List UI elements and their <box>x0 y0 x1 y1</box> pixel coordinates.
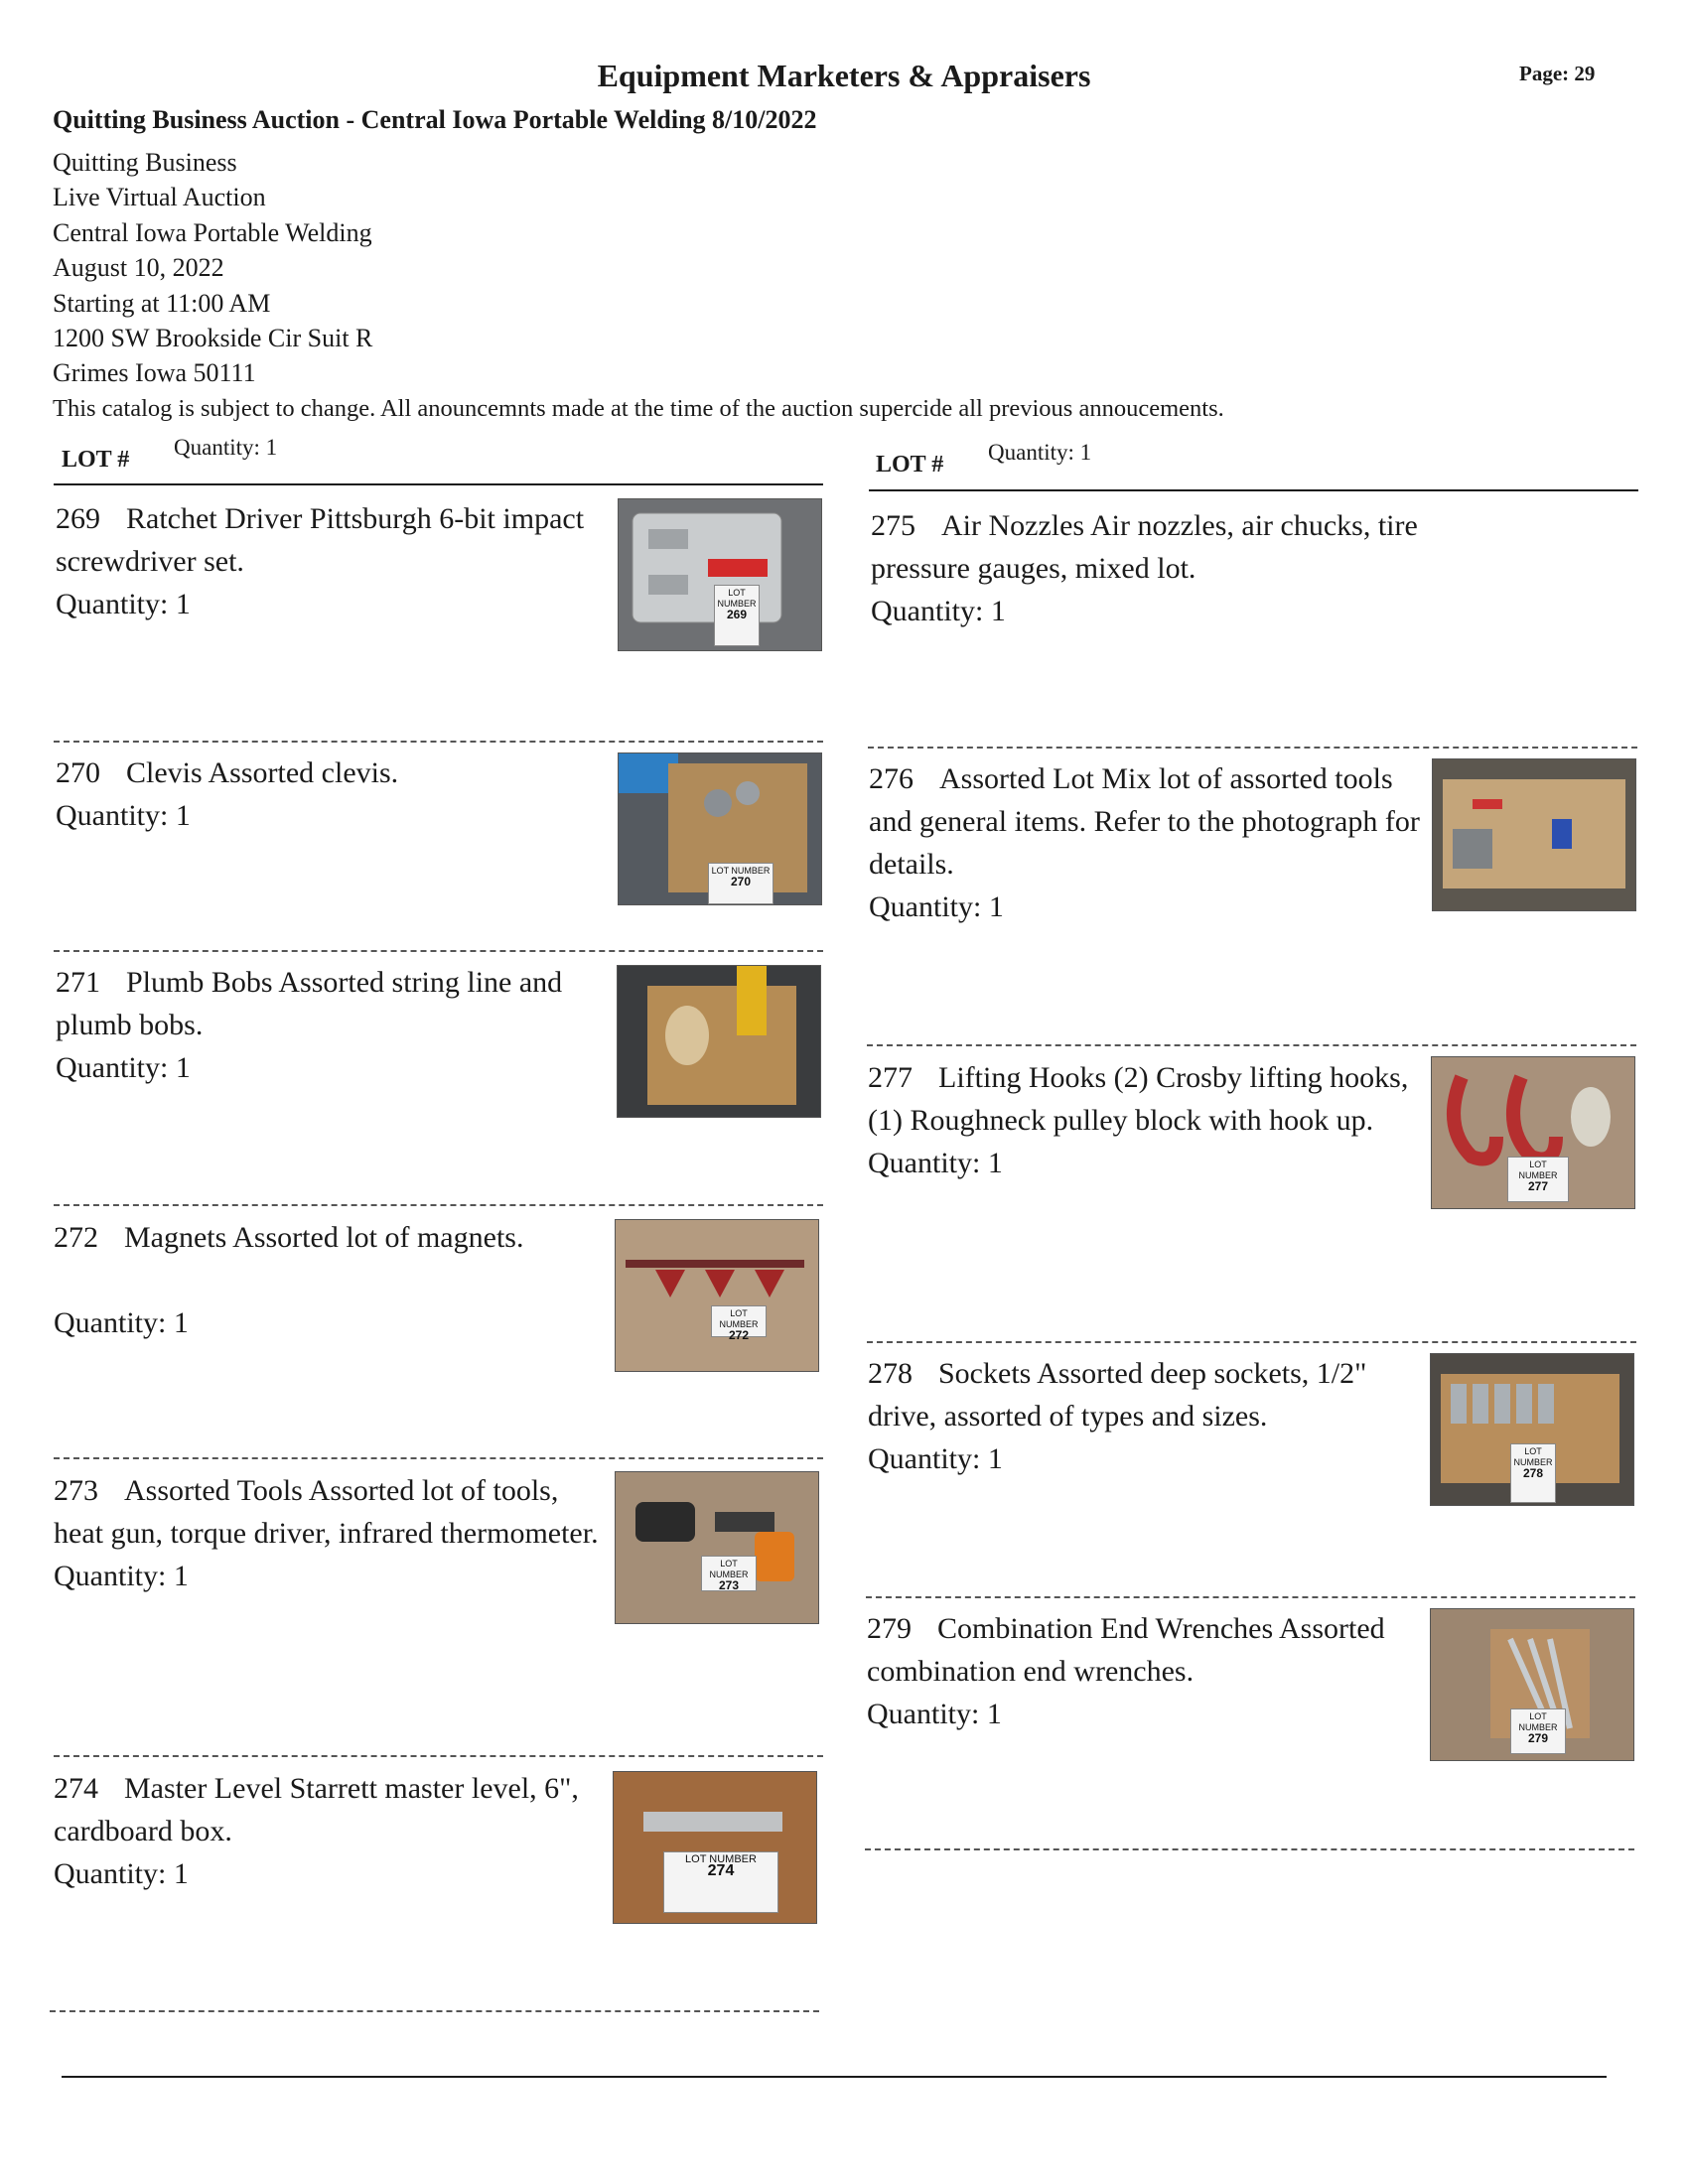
assorted-tools-image <box>616 1472 818 1623</box>
lot-number: 270 <box>56 756 100 789</box>
lot-divider <box>868 747 1637 749</box>
lot-photo-278 <box>1430 1353 1634 1506</box>
info-line: Central Iowa Portable Welding <box>53 217 372 247</box>
lot-photo-273 <box>615 1471 819 1624</box>
auction-info <box>53 145 372 391</box>
lot-photo-272 <box>615 1219 819 1372</box>
lot-quantity: Quantity: 1 <box>868 1442 1003 1475</box>
lot-divider <box>865 1848 1634 1850</box>
lot-entry <box>867 1607 1423 1735</box>
lot-quantity: Quantity: 1 <box>54 1306 189 1339</box>
page-number: Page: 29 <box>1519 62 1596 85</box>
lot-quantity: Quantity: 1 <box>54 1857 189 1890</box>
lot-tag: LOT NUMBER 277 <box>1507 1157 1569 1202</box>
left-lot-header: LOT # <box>62 447 130 473</box>
lot-number: 275 <box>871 509 915 542</box>
lot-description: Sockets Assorted deep sockets, 1/2" drive, assorted of types and sizes. <box>868 1357 1367 1433</box>
lot-divider <box>54 1457 823 1459</box>
lot-photo-274 <box>613 1771 817 1924</box>
lot-divider <box>54 1204 823 1206</box>
plumb-bobs-image <box>618 966 820 1117</box>
lot-quantity: Quantity: 1 <box>871 595 1006 627</box>
lot-number: 269 <box>56 502 100 535</box>
lot-entry <box>54 1216 610 1344</box>
lot-number: 274 <box>54 1772 98 1805</box>
left-header-rule <box>54 483 823 485</box>
catalog-notice: This catalog is subject to change. All anouncemnts made at the time of the auction supercide all previous annoucements. <box>53 395 1224 422</box>
lot-tag: LOT NUMBER 279 <box>1510 1708 1566 1754</box>
lot-divider <box>867 1044 1636 1046</box>
lot-quantity: Quantity: 1 <box>868 1147 1003 1179</box>
lot-quantity: Quantity: 1 <box>56 799 191 832</box>
lot-number: 278 <box>868 1357 913 1390</box>
info-line: Starting at 11:00 AM <box>53 288 271 318</box>
lot-quantity: Quantity: 1 <box>869 890 1004 923</box>
right-lot-header: LOT # <box>876 452 944 478</box>
lot-description: Air Nozzles Air nozzles, air chucks, tire pressure gauges, mixed lot. <box>871 509 1418 585</box>
lot-description: Lifting Hooks (2) Crosby lifting hooks, (1) Roughneck pulley block with hook up. <box>868 1061 1409 1137</box>
lot-description: Ratchet Driver Pittsburgh 6-bit impact screwdriver set. <box>56 502 585 578</box>
assorted-lot-image <box>1433 759 1635 910</box>
lot-description: Plumb Bobs Assorted string line and plumb bobs. <box>56 966 563 1041</box>
lot-description: Assorted Tools Assorted lot of tools, heat gun, torque driver, infrared thermometer. <box>54 1474 599 1550</box>
lot-entry <box>56 751 612 837</box>
lot-number: 272 <box>54 1221 98 1254</box>
magnets-image <box>616 1220 818 1371</box>
lot-photo-276 <box>1432 758 1636 911</box>
lot-number: 276 <box>869 762 914 795</box>
lot-number: 277 <box>868 1061 913 1094</box>
lot-tag: LOT NUMBER 274 <box>663 1851 778 1913</box>
info-line: Live Virtual Auction <box>53 183 266 212</box>
lot-divider <box>54 741 823 743</box>
document-title: Equipment Marketers & Appraisers <box>597 58 1091 93</box>
lot-entry <box>54 1469 610 1597</box>
lot-tag: LOT NUMBER 269 <box>714 585 760 646</box>
lot-divider <box>50 2010 819 2012</box>
lot-description: Magnets Assorted lot of magnets. <box>124 1221 524 1254</box>
lot-description: Assorted Lot Mix lot of assorted tools and general items. Refer to the photograph for details. <box>869 762 1420 881</box>
lot-divider <box>866 1596 1635 1598</box>
lot-number: 273 <box>54 1474 98 1507</box>
lot-photo-269 <box>618 498 822 651</box>
lot-number: 271 <box>56 966 100 999</box>
lot-entry <box>868 1352 1424 1480</box>
lot-photo-271 <box>617 965 821 1118</box>
lot-quantity: Quantity: 1 <box>867 1698 1002 1730</box>
lot-quantity: Quantity: 1 <box>54 1560 189 1592</box>
lot-photo-279 <box>1430 1608 1634 1761</box>
lot-description: Master Level Starrett master level, 6", cardboard box. <box>54 1772 579 1847</box>
lot-divider <box>867 1341 1636 1343</box>
info-line: Quitting Business <box>53 148 237 177</box>
info-line: 1200 SW Brookside Cir Suit R <box>53 324 373 353</box>
lot-entry <box>56 497 612 625</box>
lot-entry <box>871 504 1427 632</box>
lot-quantity: Quantity: 1 <box>56 1051 191 1084</box>
info-line: Grimes Iowa 50111 <box>53 358 256 388</box>
right-header-rule <box>869 489 1638 491</box>
lot-number: 279 <box>867 1612 912 1645</box>
lot-entry <box>54 1767 610 1895</box>
right-qty-header: Quantity: 1 <box>988 440 1092 465</box>
left-qty-header: Quantity: 1 <box>174 435 278 460</box>
auction-subtitle: Quitting Business Auction - Central Iowa Portable Welding 8/10/2022 <box>53 105 817 134</box>
lot-divider <box>54 950 823 952</box>
lot-entry <box>56 961 612 1089</box>
lot-quantity: Quantity: 1 <box>56 588 191 620</box>
lot-photo-270 <box>618 752 822 905</box>
lot-photo-277 <box>1431 1056 1635 1209</box>
lot-tag: LOT NUMBER 278 <box>1510 1443 1556 1503</box>
footer-rule <box>62 2076 1607 2078</box>
lot-tag: LOT NUMBER 270 <box>708 863 774 904</box>
lot-description: Clevis Assorted clevis. <box>126 756 399 789</box>
lot-tag: LOT NUMBER 273 <box>701 1556 757 1591</box>
info-line: August 10, 2022 <box>53 253 224 283</box>
lot-divider <box>54 1755 823 1757</box>
lot-entry <box>868 1056 1424 1184</box>
lot-description: Combination End Wrenches Assorted combination end wrenches. <box>867 1612 1385 1688</box>
lot-tag: LOT NUMBER 272 <box>711 1305 767 1337</box>
lot-entry <box>869 757 1425 928</box>
